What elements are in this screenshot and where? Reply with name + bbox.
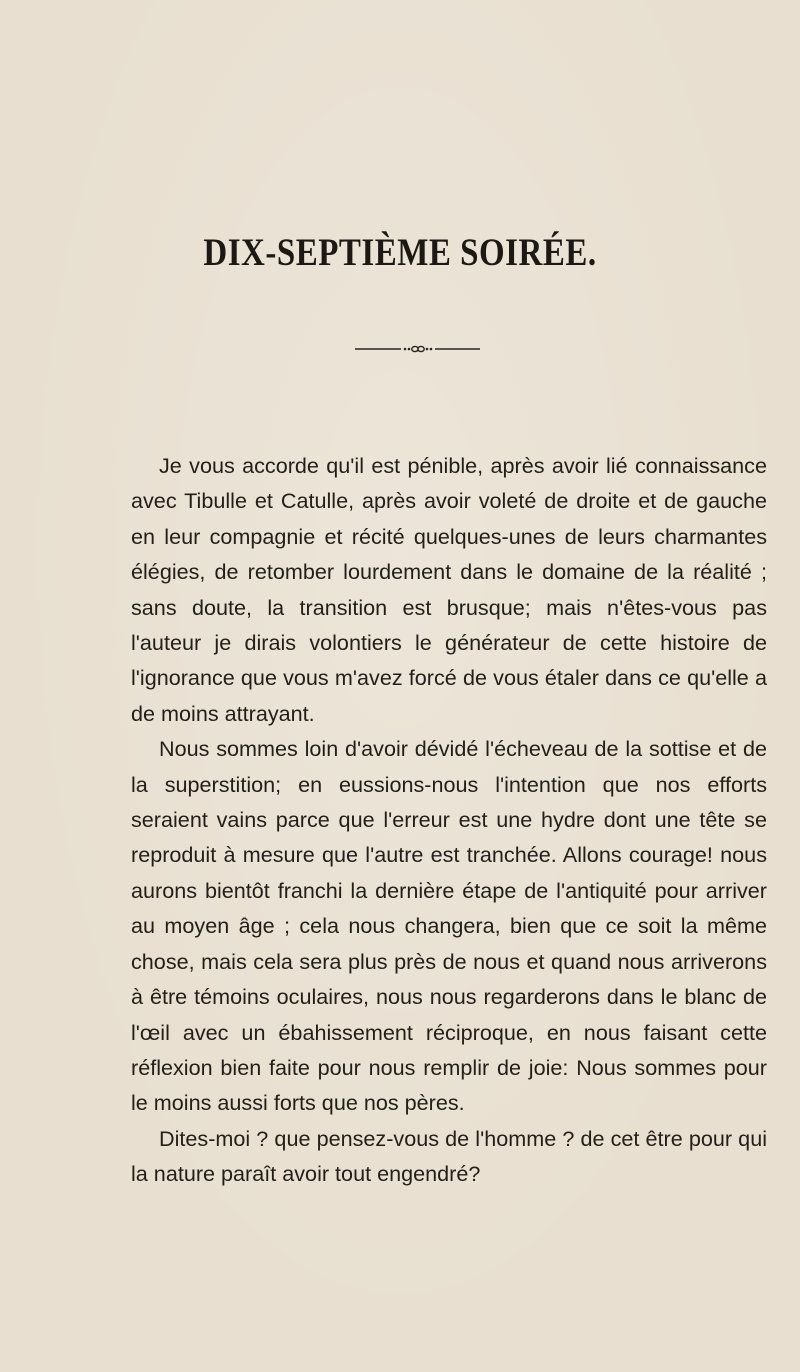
paragraph-1: Je vous accorde qu'il est pénible, après avoir lié connaissance avec Tibulle et Catulle, après avoir voleté de droite et de gauche en leur compagnie et récité quelques-unes de leurs charmantes élégies, de retomber lourdement dans le domaine de la réalité ; sans doute, la transition est brusque; mais n'êtes-vous pas l'auteur je dirais volontiers le générateur de cette histoire de l'ignorance que vous m'avez forcé de vous étaler dans ce qu'elle a de moins attrayant. — [131, 453, 767, 726]
chapter-heading: DIX-SEPTIÈME SOIRÉE. — [203, 232, 597, 275]
paragraph-2: Nous sommes loin d'avoir dévidé l'écheveau de la sottise et de la superstition; en eussions-nous l'intention que nos efforts seraient vains parce que l'erreur est une hydre dont une tête se reproduit à mesure que l'autre est tranchée. Allons courage! nous aurons bientôt franchi la dernière étape de l'antiquité pour arriver au moyen âge ; cela nous changera, bien que ce soit la même chose, mais cela sera plus près de nous et quand nous arriverons à être témoins oculaires, nous nous regarderons dans le blanc de l'œil avec un ébahissement réciproque, en nous faisant cette réflexion bien faite pour nous remplir de joie: Nous sommes pour le moins aussi forts que nos pères. — [131, 736, 767, 1116]
dash-ornament-icon — [355, 342, 480, 356]
paragraph-3: Dites-moi ? que pensez-vous de l'homme ? de cet être pour qui la nature paraît avoir tout engendré? — [131, 1125, 767, 1187]
body-text — [131, 448, 767, 1192]
